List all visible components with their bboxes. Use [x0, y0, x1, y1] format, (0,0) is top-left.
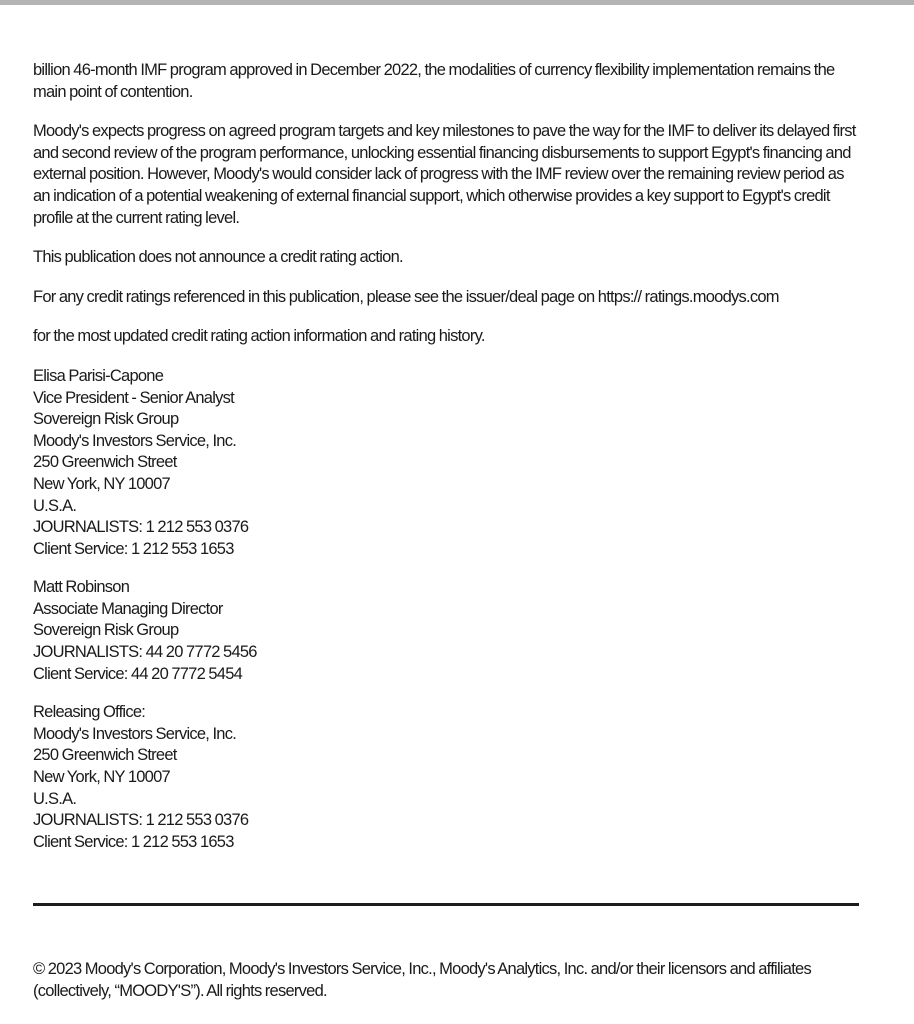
contact-city: New York, NY 10007: [33, 474, 170, 493]
contact-journalists-phone: JOURNALISTS: 44 20 7772 5456: [33, 643, 257, 662]
contact-country: U.S.A.: [33, 496, 77, 515]
paragraph-rating-history: for the most updated credit rating action information and rating history.: [33, 327, 485, 346]
contact-company: Moody's Investors Service, Inc.: [33, 724, 237, 743]
contact-street: 250 Greenwich Street: [33, 453, 177, 472]
paragraph-no-rating-action: This publication does not announce a credit rating action.: [33, 248, 403, 267]
contact-name: Elisa Parisi-Capone: [33, 366, 164, 385]
contact-block-director: [33, 577, 863, 685]
contact-client-service-phone: Client Service: 1 212 553 1653: [33, 832, 234, 851]
copyright-notice: © 2023 Moody's Corporation, Moody's Investors Service, Inc., Moody's Analytics, Inc. and/or their licensors and affiliates (collectively, “MOODY'S”). All rights reserved.: [33, 960, 811, 1000]
contact-country: U.S.A.: [33, 789, 77, 808]
contact-company: Moody's Investors Service, Inc.: [33, 431, 237, 450]
contact-street: 250 Greenwich Street: [33, 746, 177, 765]
contact-group: Sovereign Risk Group: [33, 621, 179, 640]
top-scroll-edge: [0, 0, 914, 5]
releasing-office-label: Releasing Office:: [33, 703, 146, 722]
contact-city: New York, NY 10007: [33, 768, 170, 787]
contact-journalists-phone: JOURNALISTS: 1 212 553 0376: [33, 811, 249, 830]
paragraph-ratings-reference: For any credit ratings referenced in this publication, please see the issuer/deal page on https:// ratings.moodys.com: [33, 287, 779, 306]
contact-title: Associate Managing Director: [33, 599, 223, 618]
contact-client-service-phone: Client Service: 44 20 7772 5454: [33, 664, 243, 683]
document-body: [33, 60, 863, 870]
contact-title: Vice President - Senior Analyst: [33, 388, 234, 407]
paragraph-moodys-expectations: Moody's expects progress on agreed program targets and key milestones to pave the way for the IMF to deliver its delayed first and second review of the program performance, unlocking essential financing disbursements to support Egypt's financing and external position. However, Moody's would consider lack of progress with the IMF review over the remaining review period as an indication of a potential weakening of external financial support, which otherwise provides a key support to Egypt's credit profile at the current rating level.: [33, 122, 856, 227]
paragraph-imf-program: billion 46-month IMF program approved in December 2022, the modalities of currency flexibility implementation remains the main point of contention.: [33, 61, 835, 101]
contact-journalists-phone: JOURNALISTS: 1 212 553 0376: [33, 518, 249, 537]
contact-client-service-phone: Client Service: 1 212 553 1653: [33, 539, 234, 558]
contact-group: Sovereign Risk Group: [33, 410, 179, 429]
contact-name: Matt Robinson: [33, 578, 130, 597]
contact-block-releasing-office: [33, 702, 863, 853]
contact-block-analyst: [33, 366, 863, 560]
footer-divider: [33, 903, 859, 906]
